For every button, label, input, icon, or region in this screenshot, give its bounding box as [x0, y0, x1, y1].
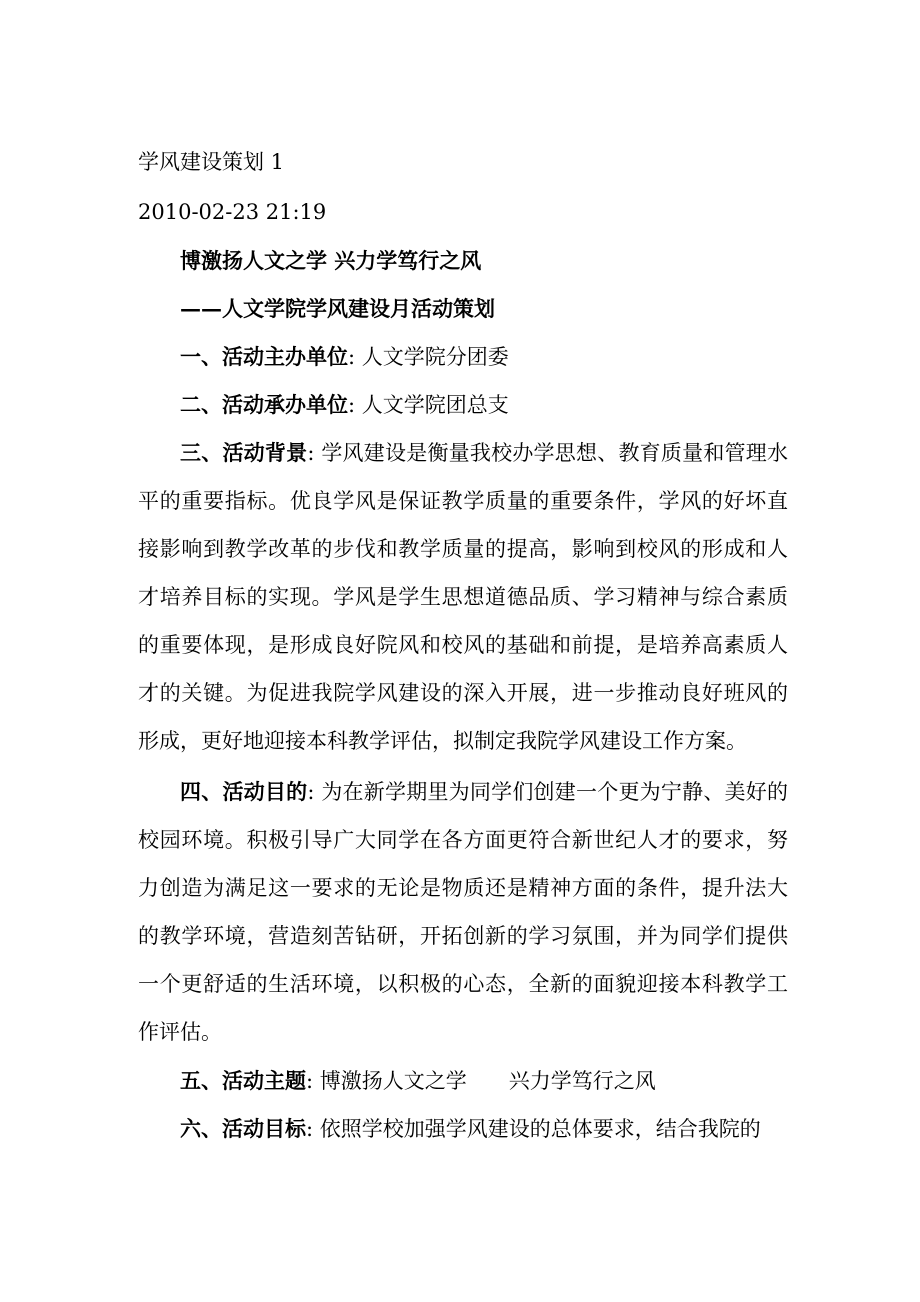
section-separator: :	[348, 345, 356, 369]
section-label: 五、活动主题	[180, 1068, 306, 1093]
section-host	[180, 390, 509, 420]
section-background	[138, 429, 788, 765]
section-text: 博激扬人文之学 兴力学笃行之风	[319, 1069, 656, 1093]
section-separator: :	[307, 441, 315, 465]
section-label: 三、活动背景	[180, 440, 308, 465]
section-text: 人文学院团总支	[361, 393, 509, 417]
section-label: 六、活动目标	[180, 1116, 306, 1141]
section-label: 二、活动承办单位	[180, 392, 348, 417]
section-label: 四、活动目的	[180, 779, 308, 804]
doc-datetime: 2010-02-23 21:19	[138, 200, 327, 224]
section-separator: :	[348, 393, 356, 417]
section-purpose	[138, 768, 788, 1056]
section-text: 学风建设是衡量我校办学思想、教育质量和管理水平的重要指标。优良学风是保证教学质量的重要条件，学风的好坏直接影响到教学改革的步伐和教学质量的提高，影响到校风的形成和人才培养目标的实现。学风是学生思想道德品质、学习精神与综合素质的重要体现，是形成良好院风和校风的基础和前提，是培养高素质人才的关键。为促进我院学风建设的深入开展，进一步推动良好班风的形成，更好地迎接本科教学评估，拟制定我院学风建设工作方案。	[138, 441, 789, 753]
section-separator: :	[306, 1069, 314, 1093]
section-theme	[180, 1066, 656, 1096]
section-text: 依照学校加强学风建设的总体要求，结合我院的	[319, 1117, 761, 1141]
section-text: 为在新学期里为同学们创建一个更为宁静、美好的校园环境。积极引导广大同学在各方面更符合新世纪人才的要求，努力创造为满足这一要求的无论是物质还是精神方面的条件，提升法大的教学环境，营造刻苦钻研，开拓创新的学习氛围，并为同学们提供一个更舒适的生活环境，以积极的心态，全新的面貌迎接本科教学工作评估。	[138, 780, 789, 1044]
section-organizer	[180, 342, 509, 372]
section-separator: :	[306, 1117, 314, 1141]
section-label: 一、活动主办单位	[180, 344, 348, 369]
section-separator: :	[307, 780, 315, 804]
sub-heading: ——人文学院学风建设月活动策划	[180, 296, 495, 321]
section-text: 人文学院分团委	[361, 345, 509, 369]
section-goal	[138, 1105, 788, 1153]
main-heading: 博激扬人文之学 兴力学笃行之风	[180, 248, 482, 273]
doc-title: 学风建设策划 1	[138, 150, 285, 174]
